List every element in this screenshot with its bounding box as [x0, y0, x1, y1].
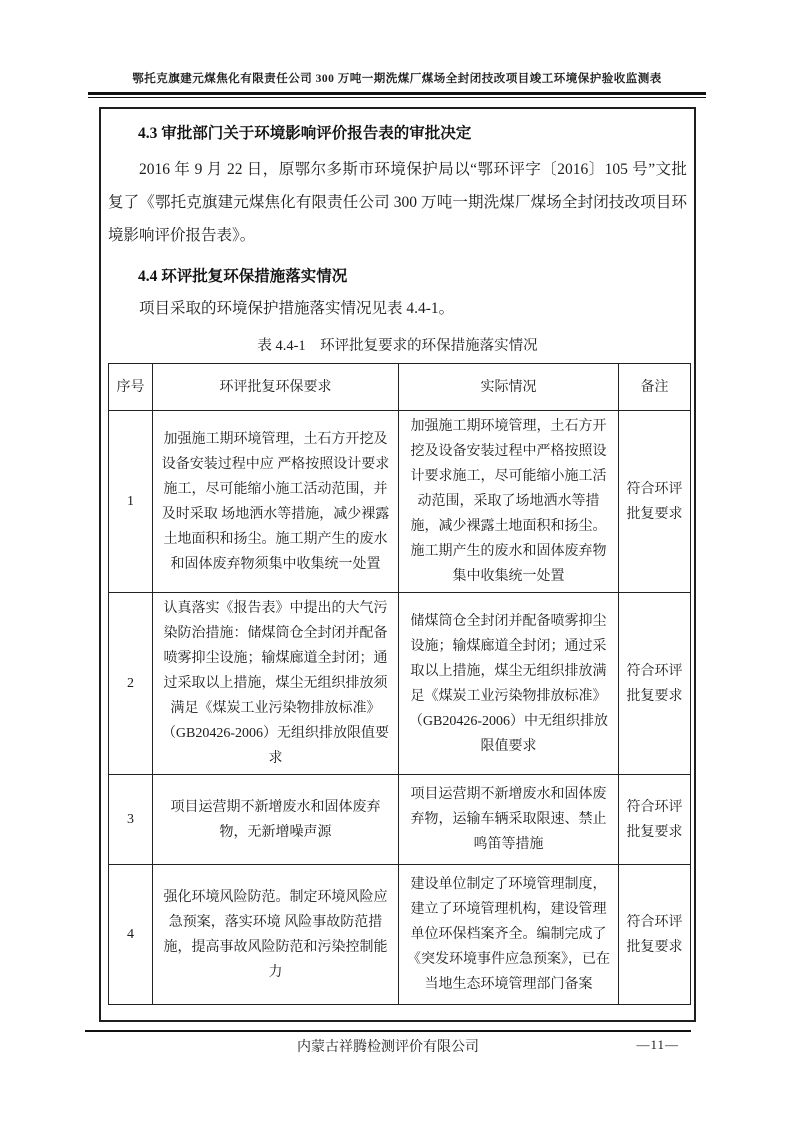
footer-company-name: 内蒙古祥腾检测评价有限公司: [297, 1039, 479, 1055]
header-divider-thin-line: [88, 97, 706, 98]
cell-remark: 符合环评批复要求: [619, 865, 691, 1005]
cell-requirement: 项目运营期不新增废水和固体废弃物，无新增噪声源: [153, 775, 399, 865]
running-header: [0, 0, 794, 98]
table-row: [109, 865, 691, 1005]
column-header-remark: 备注: [619, 364, 691, 411]
column-header-no: 序号: [109, 364, 153, 411]
column-header-requirement: 环评批复环保要求: [153, 364, 399, 411]
table-row: [109, 411, 691, 593]
table-header-row: [109, 364, 691, 411]
section-4-4-heading: 4.4 环评批复环保措施落实情况: [138, 268, 348, 285]
table-row: [109, 775, 691, 865]
cell-no: 2: [109, 593, 153, 775]
header-divider-thick-line: [88, 92, 706, 95]
cell-no: 4: [109, 865, 153, 1005]
column-header-actual: 实际情况: [399, 364, 619, 411]
section-4-3-heading: 4.3 审批部门关于环境影响评价报告表的审批决定: [138, 125, 472, 142]
footer-row: [85, 1036, 691, 1056]
cell-remark: 符合环评批复要求: [619, 775, 691, 865]
cell-no: 1: [109, 411, 153, 593]
cell-actual: 项目运营期不新增废水和固体废弃物，运输车辆采取限速、禁止鸣笛等措施: [399, 775, 619, 865]
cell-actual: 储煤筒仓全封闭并配备喷雾抑尘设施；输煤廊道全封闭；通过采取以上措施，煤尘无组织排放满足《煤炭工业污染物排放标准》（GB20426-2006）中无组织排放限值要求: [399, 593, 619, 775]
header-divider: [88, 92, 706, 98]
cell-requirement: 强化环境风险防范。制定环境风险应急预案，落实环境 风险事故防范措施，提高事故风险防范和污染控制能力: [153, 865, 399, 1005]
table-row: [109, 593, 691, 775]
measures-table: [108, 363, 691, 1005]
running-footer: [85, 1030, 691, 1056]
cell-no: 3: [109, 775, 153, 865]
running-header-title: 鄂托克旗建元煤焦化有限责任公司 300 万吨一期洗煤厂煤场全封闭技改项目竣工环境保护验收监测表: [132, 73, 662, 85]
content-frame: [99, 107, 696, 1022]
section-4-4-paragraph: 项目采取的环境保护措施落实情况见表 4.4-1。: [139, 300, 455, 317]
cell-requirement: 加强施工期环境管理，土石方开挖及设备安装过程中应 严格按照设计要求施工，尽可能缩小施工活动范围，并及时采取 场地洒水等措施，减少裸露土地面积和扬尘。施工期产生的废水 和固体废弃物须集中收集统一处置: [153, 411, 399, 593]
cell-remark: 符合环评批复要求: [619, 593, 691, 775]
cell-remark: 符合环评批复要求: [619, 411, 691, 593]
table-caption: 表 4.4-1 环评批复要求的环保措施落实情况: [257, 338, 538, 354]
cell-requirement: 认真落实《报告表》中提出的大气污染防治措施：储煤筒仓全封闭并配备喷雾抑尘设施；输煤廊道全封闭；通过采取以上措施，煤尘无组织排放须满足《煤炭工业污染物排放标准》（GB20426-2006）无组织排放限值要求: [153, 593, 399, 775]
cell-actual: 建设单位制定了环境管理制度，建立了环境管理机构，建设管理单位环保档案齐全。编制完成了《突发环境事件应急预案》，已在当地生态环境管理部门备案: [399, 865, 619, 1005]
page-number: —11—: [636, 1036, 679, 1052]
section-4-3-paragraph: 2016 年 9 月 22 日，原鄂尔多斯市环境保护局以“鄂环评字〔2016〕105 号”文批复了《鄂托克旗建元煤焦化有限责任公司 300 万吨一期洗煤厂煤场全封闭技改项目环境影响评价报告表》。: [108, 161, 687, 244]
footer-divider: [85, 1030, 691, 1032]
cell-actual: 加强施工期环境管理，土石方开挖及设备安装过程中严格按照设计要求施工，尽可能缩小施工活动范围，采取了场地洒水等措施，减少裸露土地面积和扬尘。施工期产生的废水和固体废弃物集中收集统一处置: [399, 411, 619, 593]
